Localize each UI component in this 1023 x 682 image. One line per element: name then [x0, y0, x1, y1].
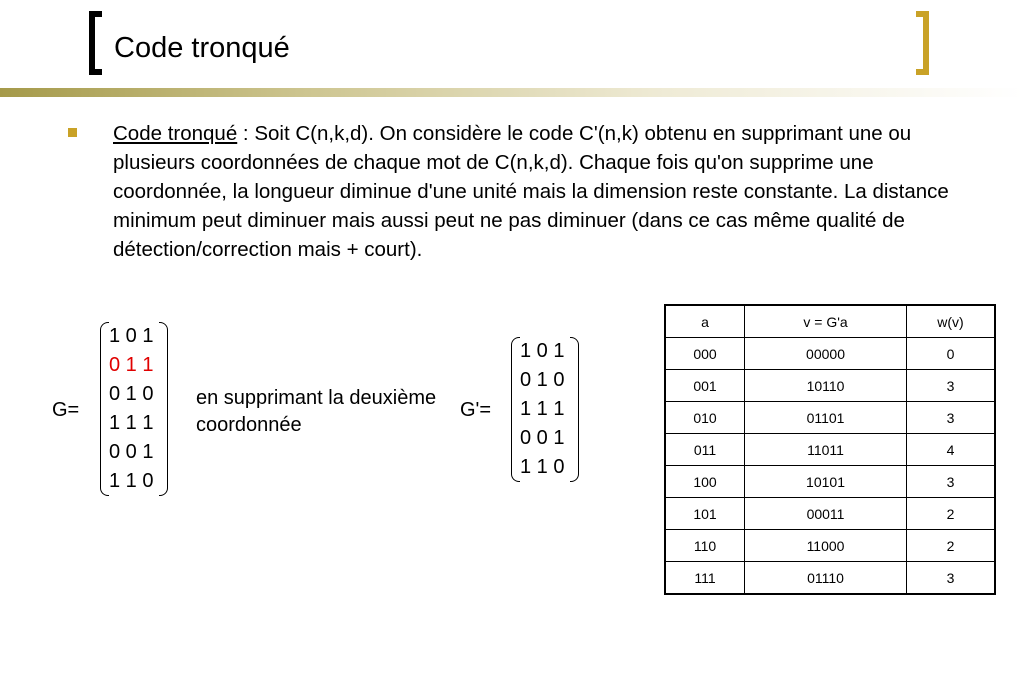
- table-cell: 2: [907, 530, 996, 562]
- matrix-gp-label: G'=: [460, 399, 492, 421]
- matrix-gp-row: 1 1 1: [520, 398, 565, 420]
- table-cell: 101: [665, 498, 745, 530]
- table-row: [665, 562, 995, 595]
- table-cell: 01110: [745, 562, 907, 595]
- matrix-g: [100, 322, 168, 496]
- bullet-text: : Soit C(n,k,d). On considère le code C'(n,k) obtenu en supprimant une ou plusieurs coordonnées de chaque mot de C(n,k,d). Chaque fois qu'on supprime une coordonnée, la longueur diminue d'une unité mais la dimension reste constante. La distance minimum peut diminuer mais aussi peut ne pas diminuer (dans ce cas même qualité de détection/correction mais + court).: [113, 122, 949, 261]
- matrix-gp-row: 1 1 0: [520, 456, 565, 478]
- table-cell: 3: [907, 402, 996, 434]
- table-row: [665, 530, 995, 562]
- table-cell: 111: [665, 562, 745, 595]
- table-cell: 4: [907, 434, 996, 466]
- left-bracket-decoration: [89, 11, 102, 75]
- table-cell: 3: [907, 466, 996, 498]
- matrix-g-row: 1 1 0: [109, 470, 154, 492]
- table-row: [665, 434, 995, 466]
- table-cell: 01101: [745, 402, 907, 434]
- table-cell: 011: [665, 434, 745, 466]
- table-row: [665, 402, 995, 434]
- table-header-cell: v = G'a: [745, 305, 907, 338]
- title-underline-bar: [0, 88, 1023, 97]
- table-cell: 2: [907, 498, 996, 530]
- matrix-g-row: 0 0 1: [109, 441, 154, 463]
- bullet-paragraph: [113, 119, 993, 264]
- matrix-g-row-highlighted: 0 1 1: [109, 354, 154, 376]
- table-cell: 001: [665, 370, 745, 402]
- table-cell: 10101: [745, 466, 907, 498]
- table-header-row: [665, 305, 995, 338]
- right-bracket-decoration: [916, 11, 929, 75]
- matrix-g-row: 0 1 0: [109, 383, 154, 405]
- table-cell: 010: [665, 402, 745, 434]
- matrix-gp-row: 0 0 1: [520, 427, 565, 449]
- matrix-g-prime: [511, 337, 579, 482]
- slide-title: Code tronqué: [114, 32, 290, 64]
- table-row: [665, 338, 995, 370]
- matrix-gp-row: 0 1 0: [520, 369, 565, 391]
- bullet-square-icon: [68, 128, 77, 137]
- table-row: [665, 370, 995, 402]
- table-cell: 00000: [745, 338, 907, 370]
- table-row: [665, 466, 995, 498]
- table-cell: 110: [665, 530, 745, 562]
- matrix-g-row: 1 1 1: [109, 412, 154, 434]
- table-cell: 000: [665, 338, 745, 370]
- deletion-caption: en supprimant la deuxième coordonnée: [196, 387, 437, 436]
- table-cell: 11011: [745, 434, 907, 466]
- table-cell: 11000: [745, 530, 907, 562]
- table-cell: 3: [907, 370, 996, 402]
- matrix-gp-row: 1 0 1: [520, 340, 565, 362]
- bullet-term: Code tronqué: [113, 122, 238, 145]
- matrix-g-left-paren: [100, 322, 109, 496]
- table-header-cell: a: [665, 305, 745, 338]
- table-header-cell: w(v): [907, 305, 996, 338]
- table-cell: 10110: [745, 370, 907, 402]
- codeword-table: [664, 304, 996, 595]
- table-cell: 0: [907, 338, 996, 370]
- table-cell: 00011: [745, 498, 907, 530]
- table-cell: 3: [907, 562, 996, 595]
- table-cell: 100: [665, 466, 745, 498]
- matrix-gp-left-paren: [511, 337, 520, 482]
- matrix-g-right-paren: [159, 322, 168, 496]
- table-row: [665, 498, 995, 530]
- matrix-gp-right-paren: [570, 337, 579, 482]
- matrix-g-row: 1 0 1: [109, 325, 154, 347]
- matrix-g-label: G=: [52, 399, 80, 421]
